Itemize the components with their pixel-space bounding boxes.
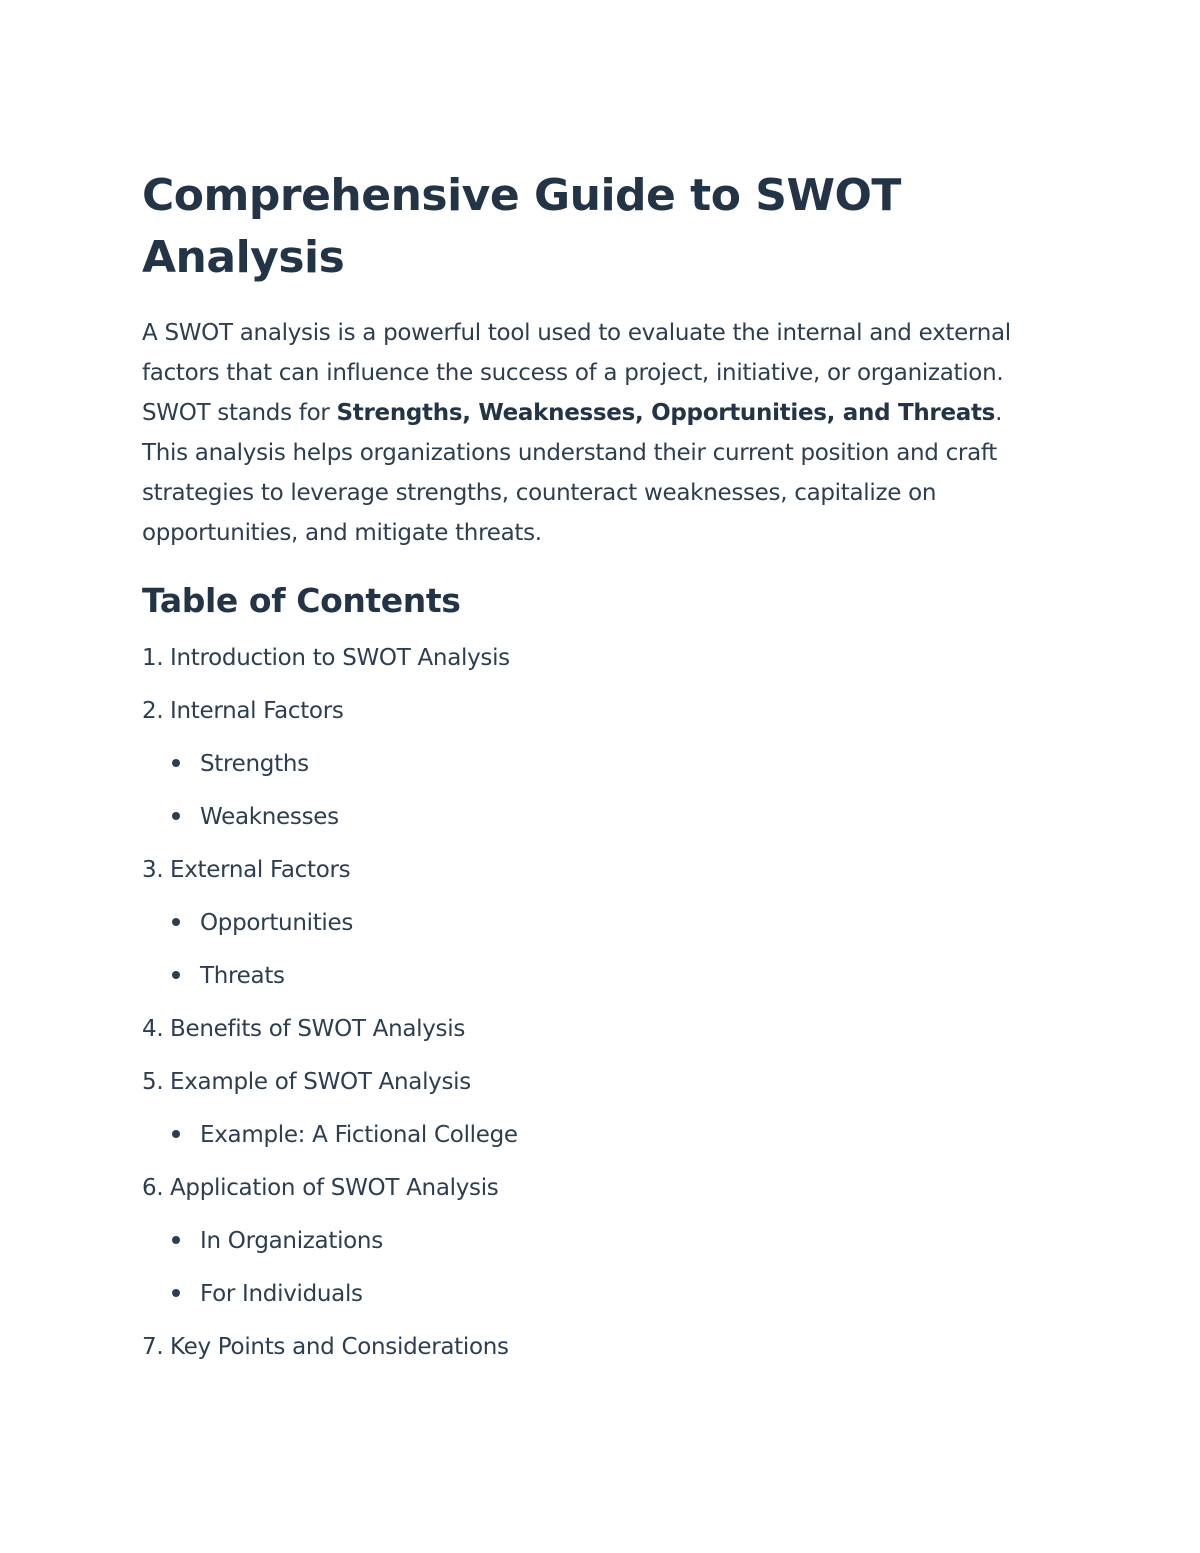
toc-item-label: Benefits of SWOT Analysis	[170, 1016, 466, 1042]
bullet-icon	[172, 971, 180, 979]
toc-item-number: 3.	[142, 857, 164, 883]
toc-item-number: 1.	[142, 645, 164, 671]
toc-item[interactable]	[142, 645, 1042, 672]
toc-item-label: Example of SWOT Analysis	[170, 1069, 471, 1095]
table-of-contents	[142, 645, 1042, 1361]
intro-bold-terms: Strengths, Weaknesses, Opportunities, and Threats	[336, 400, 996, 426]
toc-item[interactable]	[142, 1175, 1042, 1202]
toc-subitem[interactable]	[142, 910, 1042, 937]
toc-subitem-label: For Individuals	[200, 1281, 363, 1307]
toc-item-label: Internal Factors	[170, 698, 344, 724]
intro-text-start: A SWOT analysis is a powerful tool used to evaluate the internal and external factors that can influence the success of a project, initiative, or organization. SWOT stands for	[142, 320, 1011, 426]
toc-subitem[interactable]	[142, 1228, 1042, 1255]
toc-subitem[interactable]	[142, 963, 1042, 990]
bullet-icon	[172, 918, 180, 926]
toc-item-number: 7.	[142, 1334, 164, 1360]
toc-item[interactable]	[142, 698, 1042, 725]
bullet-icon	[172, 1130, 180, 1138]
toc-item[interactable]	[142, 1069, 1042, 1096]
toc-item-label: Key Points and Considerations	[170, 1334, 509, 1360]
toc-subitem[interactable]	[142, 1281, 1042, 1308]
bullet-icon	[172, 1289, 180, 1297]
toc-subitem[interactable]	[142, 1122, 1042, 1149]
toc-item-number: 2.	[142, 698, 164, 724]
toc-subitem-label: Strengths	[200, 751, 309, 777]
toc-subitem[interactable]	[142, 751, 1042, 778]
toc-item[interactable]	[142, 857, 1042, 884]
toc-item-label: Introduction to SWOT Analysis	[170, 645, 510, 671]
document-page	[142, 165, 1042, 1387]
toc-subitem-label: Weaknesses	[200, 804, 339, 830]
toc-subitem-label: Opportunities	[200, 910, 354, 936]
bullet-icon	[172, 1236, 180, 1244]
toc-subitem[interactable]	[142, 804, 1042, 831]
toc-heading: Table of Contents	[142, 581, 461, 620]
toc-item[interactable]	[142, 1016, 1042, 1043]
toc-item[interactable]	[142, 1334, 1042, 1361]
toc-subitem-label: Threats	[200, 963, 285, 989]
toc-item-number: 4.	[142, 1016, 164, 1042]
bullet-icon	[172, 812, 180, 820]
toc-item-number: 5.	[142, 1069, 164, 1095]
toc-subitem-label: In Organizations	[200, 1228, 383, 1254]
intro-text-end: . This analysis helps organizations understand their current position and craft strategies to leverage strengths, counteract weaknesses, capitalize on opportunities, and mitigate threats.	[142, 400, 1003, 546]
page-title: Comprehensive Guide to SWOT Analysis	[142, 170, 901, 283]
intro-paragraph	[142, 313, 1042, 553]
toc-item-label: External Factors	[170, 857, 351, 883]
toc-subitem-label: Example: A Fictional College	[200, 1122, 518, 1148]
bullet-icon	[172, 759, 180, 767]
toc-item-label: Application of SWOT Analysis	[170, 1175, 499, 1201]
toc-item-number: 6.	[142, 1175, 164, 1201]
